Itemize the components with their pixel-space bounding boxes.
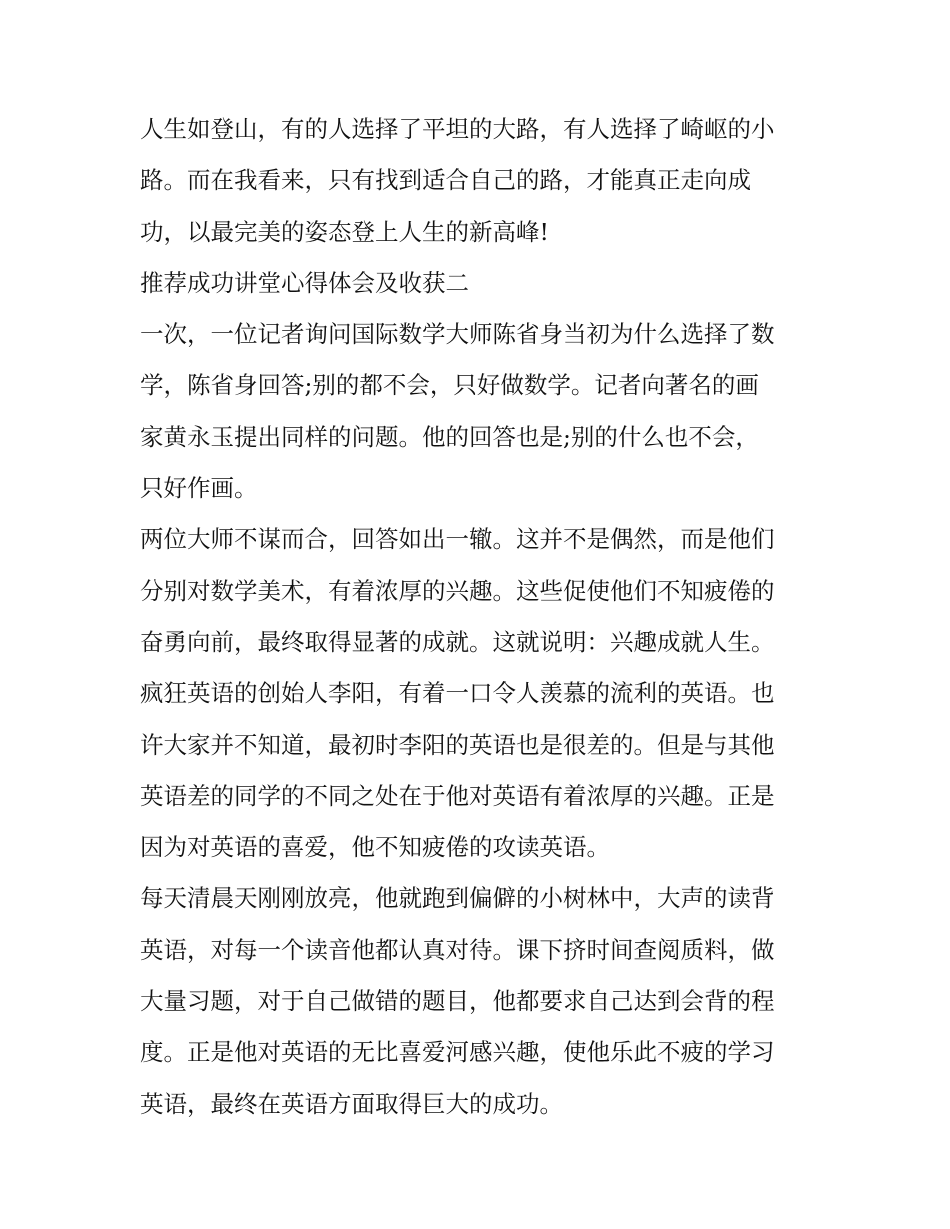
text-line: 疯狂英语的创始人李阳，有着一口令人羡慕的流利的英语。也 xyxy=(140,679,775,708)
text-line: 路。而在我看来，只有找到适合自己的路，才能真正走向成 xyxy=(140,166,751,195)
text-line: 功，以最完美的姿态登上人生的新高峰! xyxy=(140,217,549,246)
text-line: 因为对英语的喜爱，他不知疲倦的攻读英语。 xyxy=(140,833,610,862)
section-heading: 推荐成功讲堂心得体会及收获二 xyxy=(140,268,469,297)
text-line: 分别对数学美术，有着浓厚的兴趣。这些促使他们不知疲倦的 xyxy=(140,576,775,605)
text-line: 只好作画。 xyxy=(140,474,258,503)
text-line: 英语，最终在英语方面取得巨大的成功。 xyxy=(140,1089,563,1118)
text-line: 英语，对每一个读音他都认真对待。课下挤时间查阅质料，做 xyxy=(140,935,775,964)
text-line: 奋勇向前，最终取得显著的成就。这就说明：兴趣成就人生。 xyxy=(140,627,775,656)
text-line: 学，陈省身回答;别的都不会，只好做数学。记者向著名的画 xyxy=(140,371,759,400)
document-body xyxy=(140,104,820,1130)
text-line: 家黄永玉提出同样的问题。他的回答也是;别的什么也不会， xyxy=(140,422,759,451)
text-line: 度。正是他对英语的无比喜爱河感兴趣，使他乐此不疲的学习 xyxy=(140,1038,775,1067)
text-line: 许大家并不知道，最初时李阳的英语也是很差的。但是与其他 xyxy=(140,730,775,759)
text-line: 英语差的同学的不同之处在于他对英语有着浓厚的兴趣。正是 xyxy=(140,781,775,810)
text-line: 每天清晨天刚刚放亮，他就跑到偏僻的小树林中，大声的读背 xyxy=(140,884,775,913)
text-line: 大量习题，对于自己做错的题目，他都要求自己达到会背的程 xyxy=(140,987,775,1016)
text-line: 人生如登山，有的人选择了平坦的大路，有人选择了崎岖的小 xyxy=(140,115,775,143)
text-line: 一次，一位记者询问国际数学大师陈省身当初为什么选择了数 xyxy=(140,320,775,349)
text-line: 两位大师不谋而合，回答如出一辙。这并不是偶然，而是他们 xyxy=(140,525,775,554)
